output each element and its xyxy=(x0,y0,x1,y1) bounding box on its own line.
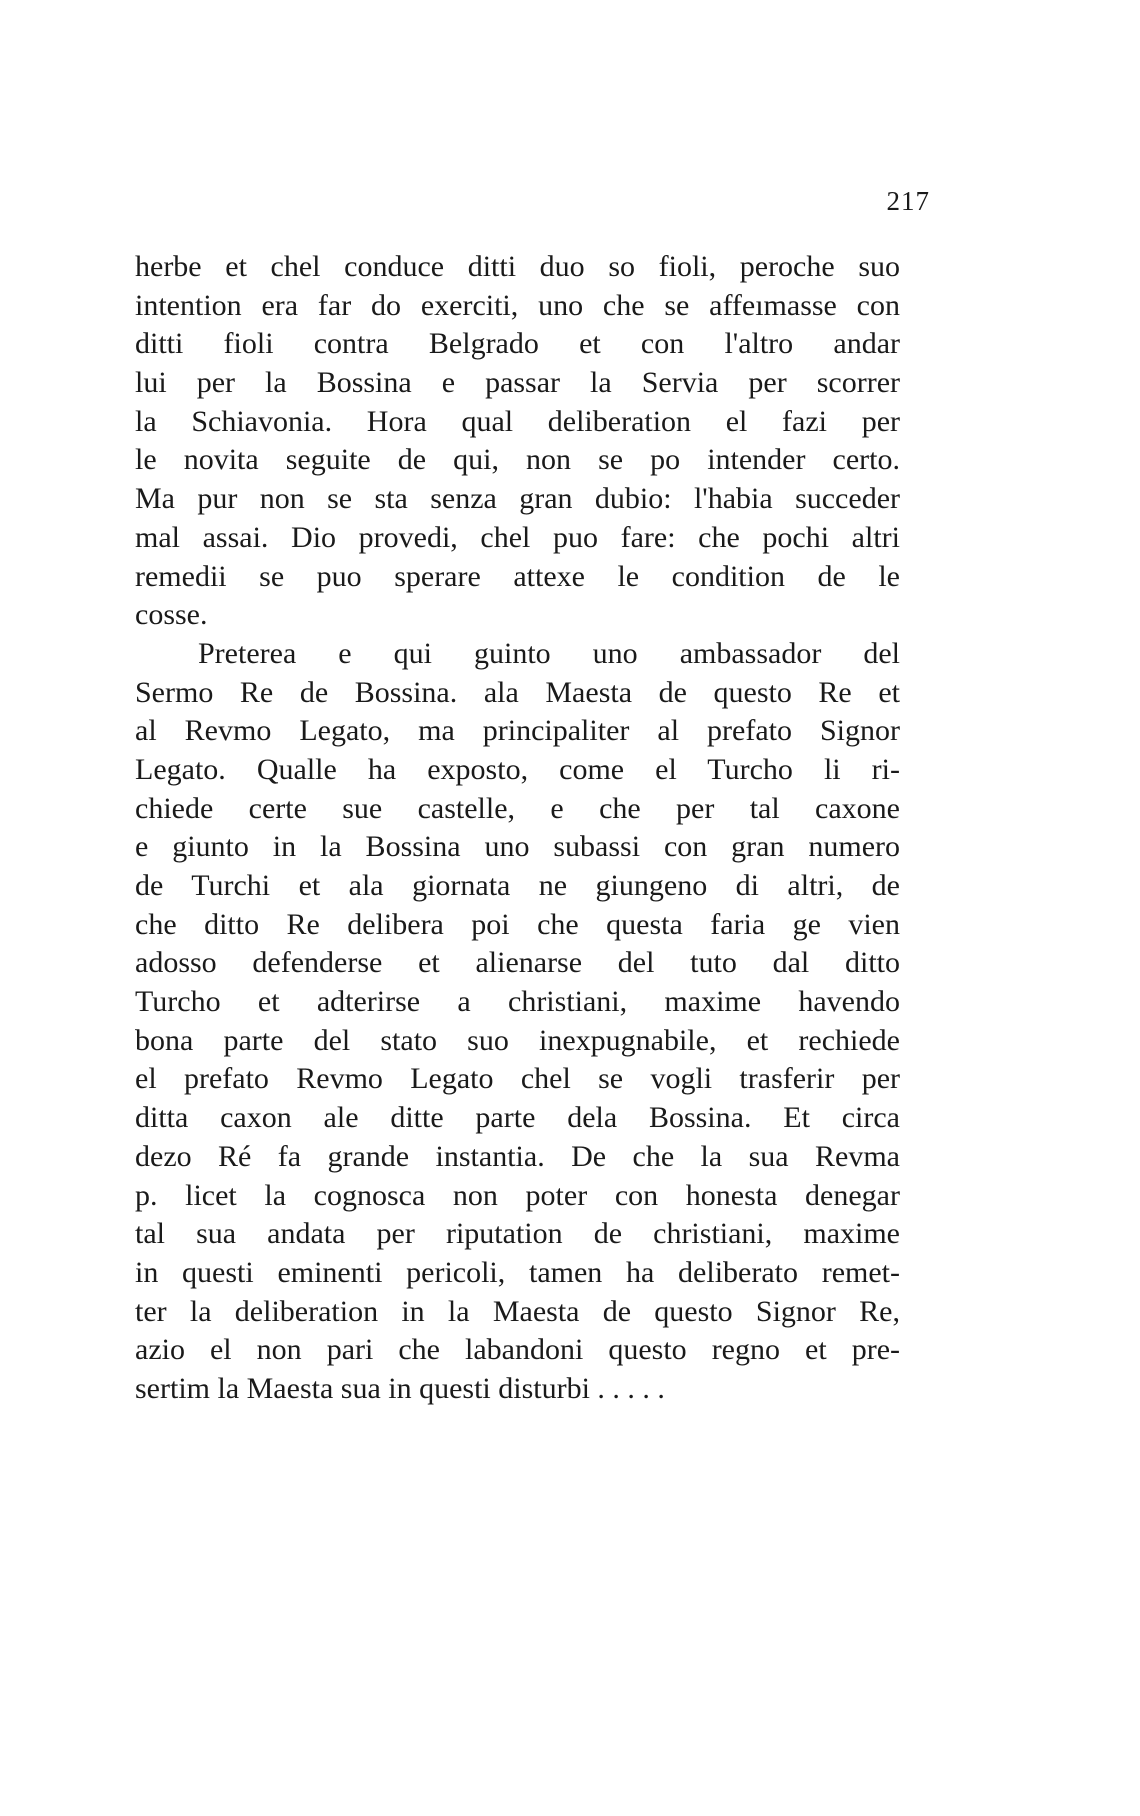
text-line-14: Legato. Qualle ha exposto, come el Turcho li ri- xyxy=(135,752,900,786)
text-line-4: lui per la Bossina e passar la Servia per scorrer xyxy=(135,366,900,400)
text-line-11: Preterea e qui guinto uno ambassador del xyxy=(198,636,900,670)
text-line-8: mal assai. Dio provedi, chel puo fare: che pochi altri xyxy=(135,520,900,554)
text-line-25: p. licet la cognosca non poter con honesta denegar xyxy=(135,1178,900,1212)
text-line-22: el prefato Revmo Legato chel se vogli trasferir per xyxy=(135,1062,900,1096)
text-line-16: e giunto in la Bossina uno subassi con gran numero xyxy=(135,830,900,864)
text-line-5: la Schiavonia. Hora qual deliberation el fazi per xyxy=(135,404,900,438)
text-line-3: ditti fioli contra Belgrado et con l'altro andar xyxy=(135,327,900,361)
text-line-9: remedii se puo sperare attexe le condition de le xyxy=(135,559,900,593)
text-line-24: dezo Ré fa grande instantia. De che la sua Revma xyxy=(135,1139,900,1173)
text-line-29: azio el non pari che labandoni questo regno et pre- xyxy=(135,1333,900,1367)
text-line-28: ter la deliberation in la Maesta de questo Signor Re, xyxy=(135,1294,900,1328)
page-number: 217 xyxy=(886,186,930,216)
text-line-27: in questi eminenti pericoli, tamen ha deliberato remet- xyxy=(135,1255,900,1289)
text-line-21: bona parte del stato suo inexpugnabile, et rechiede xyxy=(135,1023,900,1057)
text-line-18: che ditto Re delibera poi che questa faria ge vien xyxy=(135,907,900,941)
text-line-17: de Turchi et ala giornata ne giungeno di altri, de xyxy=(135,869,900,902)
text-line-15: chiede certe sue castelle, e che per tal caxone xyxy=(135,791,900,825)
text-line-30: sertim la Maesta sua in questi disturbi . . . . . xyxy=(135,1371,665,1405)
body-text xyxy=(135,248,900,1409)
text-line-20: Turcho et adterirse a christiani, maxime havendo xyxy=(135,985,900,1019)
text-line-19: adosso defenderse et alienarse del tuto dal ditto xyxy=(135,946,900,980)
text-line-23: ditta caxon ale ditte parte dela Bossina. Et circa xyxy=(135,1101,900,1135)
text-line-1: herbe et chel conduce ditti duo so fioli, peroche suo xyxy=(135,250,900,283)
text-line-26: tal sua andata per riputation de christiani, maxime xyxy=(135,1217,900,1251)
text-line-7: Ma pur non se sta senza gran dubio: l'habia succeder xyxy=(135,482,900,516)
text-line-2: intention era far do exerciti, uno che se affeımasse con xyxy=(135,288,900,322)
text-line-12: Sermo Re de Bossina. ala Maesta de questo Re et xyxy=(135,675,900,709)
text-line-13: al Revmo Legato, ma principaliter al prefato Signor xyxy=(135,714,900,748)
text-line-10: cosse. xyxy=(135,598,208,632)
text-line-6: le novita seguite de qui, non se po intender certo. xyxy=(135,443,900,477)
